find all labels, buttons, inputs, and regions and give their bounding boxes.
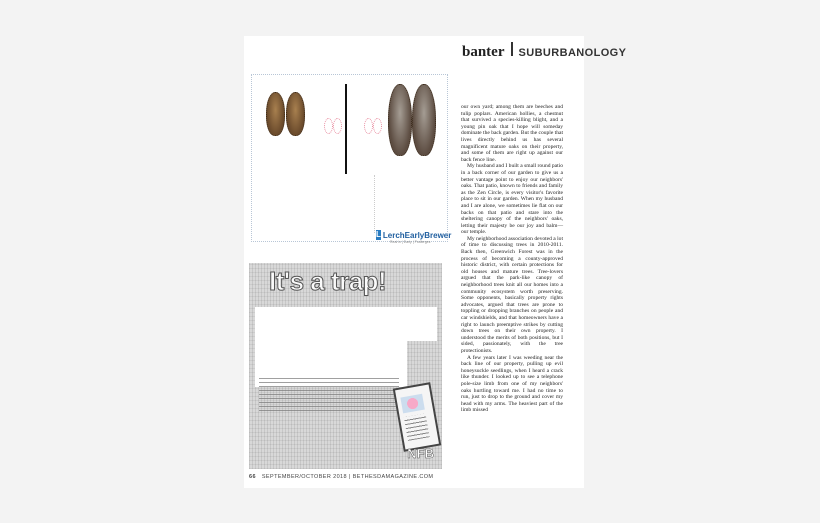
article-column: [461, 104, 563, 414]
ad-divider: [374, 175, 376, 233]
device-image: [393, 382, 442, 452]
section-name: banter: [462, 44, 505, 60]
logo-name: LerchEarlyBrewer: [382, 230, 452, 240]
page-number: 66: [249, 474, 256, 480]
trap-advertisement: [249, 263, 442, 469]
issue-date: SEPTEMBER/OCTOBER 2018: [261, 474, 347, 480]
article-paragraph: our own yard; among them are beeches and tulip poplars. American hollies, a chestnut that survived a species-killing blight, and a young pin oak that I hope will someday dominate the back garden. But the couple that lives directly behind us has several magnificent mature oaks on their property, and some of them are right up against our back fence line.: [461, 104, 563, 163]
growth-line-graphic: [345, 84, 347, 174]
lerch-early-brewer-logo: [376, 228, 452, 244]
header-divider: [511, 42, 513, 56]
section-header: [462, 42, 626, 61]
ad-headline: It's a trap!: [269, 266, 387, 296]
logo-tagline: Real in | Early | Pudlerges: [390, 240, 431, 244]
page-folio: 66 SEPTEMBER/OCTOBER 2018 | BETHESDAMAGAZINE.COM: [249, 474, 434, 480]
device-screen: [400, 394, 424, 414]
article-paragraph: A few years later I was weeding near the back line of our property, pulling up evil honeysuckle seedlings, when I heard a crack like thunder. I looked up to see a telephone pole-size limb from one of my neighbors' oaks hurtling toward me. I had no time to run, just to drop to the ground and cover my head with my arms. The heaviest part of the limb missed: [461, 354, 563, 414]
article-paragraph: My husband and I built a small round patio in a back corner of our garden to give us a better vantage point to enjoy our neighbors' oaks. That patio, known to friends and family as the Zen Circle, is every visitor's favorite place to sit in our garden. When my husband and I are alone, we sometimes lie flat on our backs on that patio and stare into the sheltering canopy of the neighbors' oaks, letting their majesty be our joy and balm—our temple.: [461, 163, 563, 236]
website: BETHESDAMAGAZINE.COM: [352, 474, 434, 480]
ad-brand-logo: NFB: [407, 446, 434, 461]
device-text: [404, 413, 430, 440]
ad-body-text: [259, 375, 399, 411]
article-paragraph: My neighborhood association devoted a lot of time to discussing trees in 2010-2011. Back then, Greenwich Forest was in the process of becoming a county-approved historic district, with certain protections for old houses and mature trees. Tree-lovers argued that the park-like canopy of neighborhood trees knit all our homes into a community ecosystem worth preserving. Some opponents, basically property rights advocates, argued that trees are prone to toppling or dropping branches on people and car windshields, and that homeowners have a right to launch preemptive strikes by cutting down trees on their own property. I understood the merits of both positions, but I sided, passionately, with the tree protectionists.: [461, 235, 563, 354]
subsection-name: SUBURBANOLOGY: [518, 47, 627, 59]
logo-mark-icon: L: [376, 230, 381, 239]
